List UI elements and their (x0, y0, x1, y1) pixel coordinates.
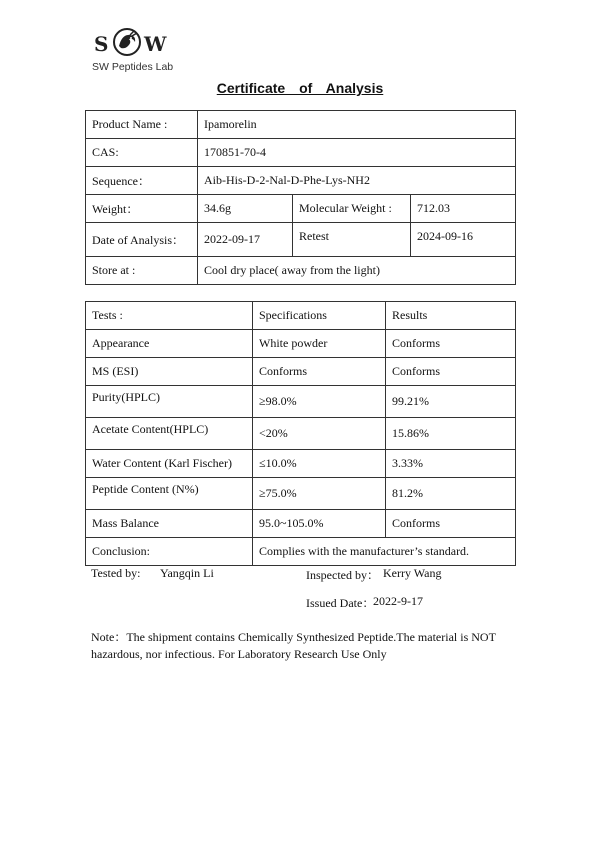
product-name-label: Product Name : (86, 111, 198, 139)
table-row (86, 538, 516, 566)
specifications-header: Specifications (253, 302, 386, 330)
table-row (86, 167, 516, 195)
test-results-table (85, 301, 516, 566)
test-specification: <20% (253, 418, 386, 450)
issued-date-value: 2022-9-17 (373, 594, 423, 608)
tested-by-label: Tested by: (91, 566, 141, 580)
test-result: 81.2% (386, 478, 516, 510)
company-logo (92, 24, 202, 76)
store-at-label: Store at : (86, 257, 198, 285)
cas-label: CAS: (86, 139, 198, 167)
test-name: Acetate Content(HPLC) (86, 418, 253, 450)
table-row (86, 195, 516, 223)
logo-letter-s: S (94, 32, 110, 56)
molecular-weight-value: 712.03 (411, 195, 516, 223)
table-row (86, 358, 516, 386)
cas-value: 170851-70-4 (198, 139, 516, 167)
test-result: 3.33% (386, 450, 516, 478)
table-header-row (86, 302, 516, 330)
test-specification: 95.0~105.0% (253, 510, 386, 538)
issued-date-label: Issued Date： (306, 596, 375, 610)
test-specification: ≤10.0% (253, 450, 386, 478)
conclusion-value: Complies with the manufacturer’s standard. (253, 538, 516, 566)
table-row (86, 223, 516, 257)
results-header: Results (386, 302, 516, 330)
test-name: Purity(HPLC) (86, 386, 253, 418)
table-row (86, 478, 516, 510)
document-title: Certificate of Analysis (216, 80, 384, 96)
sequence-label: Sequence： (86, 167, 198, 195)
tests-header: Tests : (86, 302, 253, 330)
table-row (86, 139, 516, 167)
test-specification: ≥75.0% (253, 478, 386, 510)
sequence-value: Aib-His-D-2-Nal-D-Phe-Lys-NH2 (198, 167, 516, 195)
inspected-by-label: Inspected by： (306, 568, 379, 582)
tested-by-name: Yangqin Li (160, 566, 214, 580)
test-result: Conforms (386, 358, 516, 386)
molecular-weight-label: Molecular Weight : (293, 195, 411, 223)
product-name-value: Ipamorelin (198, 111, 516, 139)
table-row (86, 418, 516, 450)
test-result: 99.21% (386, 386, 516, 418)
logo-letter-w: W (144, 32, 168, 56)
test-name: Mass Balance (86, 510, 253, 538)
conclusion-label: Conclusion: (86, 538, 253, 566)
test-result: Conforms (386, 510, 516, 538)
table-row (86, 330, 516, 358)
dragon-logo-icon (110, 26, 144, 58)
test-name: Water Content (Karl Fischer) (86, 450, 253, 478)
test-result: 15.86% (386, 418, 516, 450)
logo-subtitle: SW Peptides Lab (92, 61, 174, 73)
store-at-value: Cool dry place( away from the light) (198, 257, 516, 285)
shipment-note: Note：The shipment contains Chemically Synthesized Peptide.The material is NOT hazardous, nor infectious. For Laboratory Research Use Only (91, 630, 496, 661)
weight-label: Weight： (86, 195, 198, 223)
date-of-analysis-value: 2022-09-17 (198, 223, 293, 257)
retest-value: 2024-09-16 (411, 223, 516, 257)
product-info-table (85, 110, 516, 285)
test-name: Appearance (86, 330, 253, 358)
table-row (86, 111, 516, 139)
inspected-by-name: Kerry Wang (383, 566, 442, 580)
table-row (86, 257, 516, 285)
retest-label: Retest (293, 223, 411, 257)
test-name: Peptide Content (N%) (86, 478, 253, 510)
table-row (86, 386, 516, 418)
test-specification: White powder (253, 330, 386, 358)
test-result: Conforms (386, 330, 516, 358)
date-of-analysis-label: Date of Analysis： (86, 223, 198, 257)
test-specification: ≥98.0% (253, 386, 386, 418)
weight-value: 34.6g (198, 195, 293, 223)
test-name: MS (ESI) (86, 358, 253, 386)
table-row (86, 450, 516, 478)
test-specification: Conforms (253, 358, 386, 386)
table-row (86, 510, 516, 538)
